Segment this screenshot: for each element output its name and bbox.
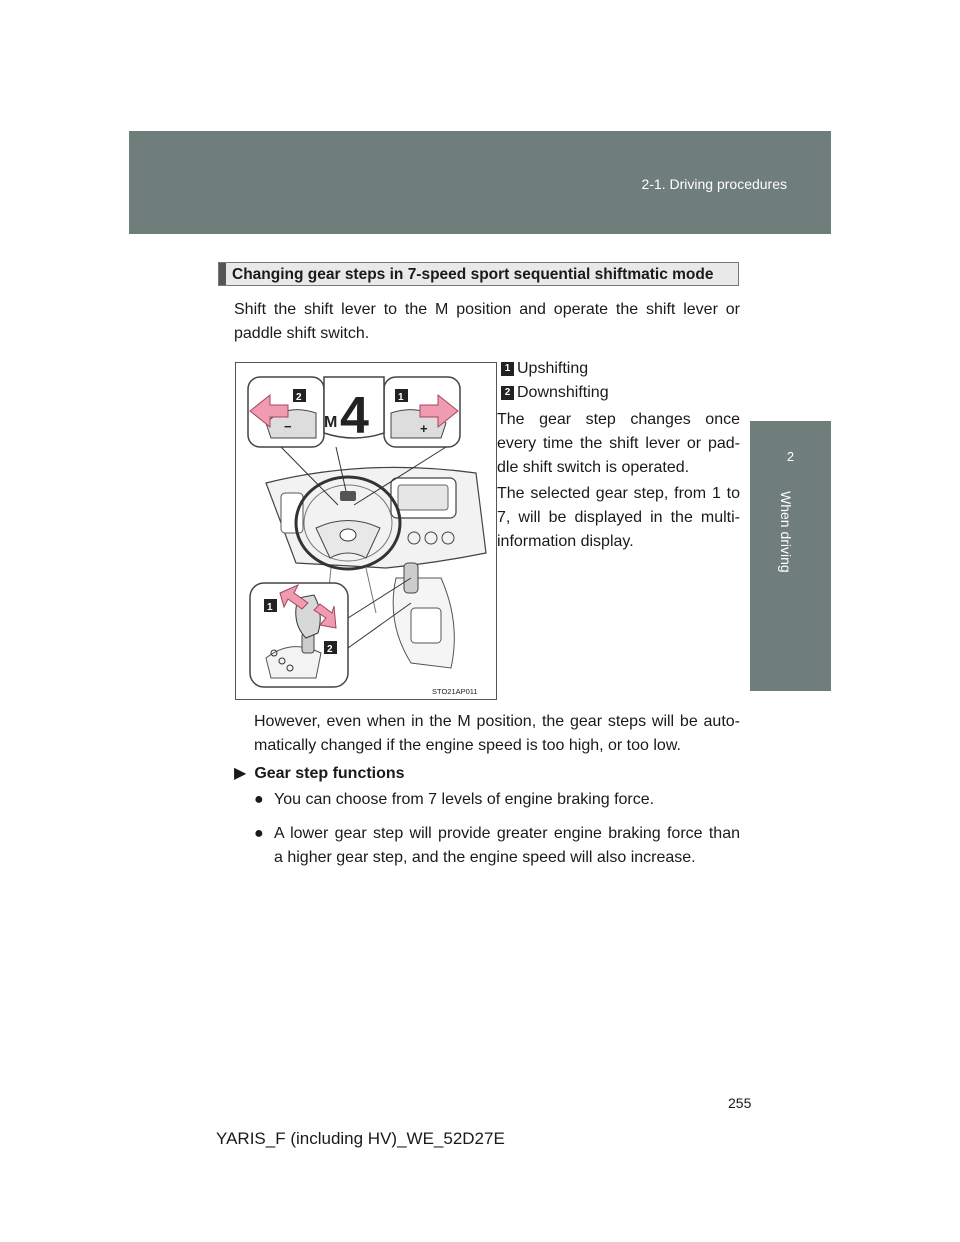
gear-mode-letter: M — [324, 414, 338, 431]
intro-line-2: paddle shift switch. — [234, 325, 370, 342]
gear-functions-title: Gear step functions — [254, 765, 405, 782]
right-p1-l2: every time the shift lever or pad- — [497, 435, 740, 452]
legend-num-2: 2 — [501, 386, 514, 400]
section-title: Changing gear steps in 7-speed sport sequential shiftmatic mode — [232, 266, 714, 283]
triangle-icon: ▶ — [234, 765, 247, 782]
section-title-box — [218, 262, 739, 286]
chapter-number: 2 — [786, 449, 795, 464]
legend-label-1: Upshifting — [517, 360, 589, 377]
display-paragraph — [497, 482, 740, 554]
plus-mark: + — [420, 421, 428, 436]
section-title-bar — [219, 263, 226, 285]
shift-illustration — [236, 363, 496, 699]
right-p1-l1: The gear step changes once — [497, 411, 740, 428]
callout-2-top: 2 — [296, 392, 302, 403]
intro-line-1: Shift the shift lever to the M position and operate the shift lever or — [234, 301, 740, 318]
right-p2-l2: 7, will be displayed in the multi- — [497, 509, 740, 526]
legend-upshifting — [501, 360, 588, 378]
header-band — [129, 131, 831, 234]
footer-code: YARIS_F (including HV)_WE_52D27E — [216, 1129, 505, 1148]
figure-code: STO21AP011 — [432, 687, 478, 696]
callout-2-lower: 2 — [327, 644, 333, 655]
note-line-1: However, even when in the M position, the gear steps will be auto- — [254, 713, 740, 730]
section-header: 2-1. Driving procedures — [641, 176, 787, 192]
list-item-text — [274, 822, 740, 870]
right-p1-l3: dle shift switch is operated. — [497, 459, 690, 476]
gear-change-paragraph — [497, 408, 740, 480]
item2-line-1: A lower gear step will provide greater engine braking force than — [274, 825, 740, 842]
intro-paragraph — [234, 298, 740, 346]
legend-num-1: 1 — [501, 362, 514, 376]
list-item-text: You can choose from 7 levels of engine braking force. — [274, 791, 655, 808]
gear-number: 4 — [340, 387, 369, 445]
shift-diagram — [235, 362, 497, 700]
bullet-icon: ● — [254, 825, 264, 842]
callout-1-lower: 1 — [267, 602, 273, 613]
page-number: 255 — [728, 1095, 752, 1111]
chapter-label: When driving — [778, 491, 794, 573]
note-line-2: matically changed if the engine speed is too high, or too low. — [254, 737, 681, 754]
right-p2-l1: The selected gear step, from 1 to — [497, 485, 740, 502]
item2-line-2: a higher gear step, and the engine speed will also increase. — [274, 849, 696, 866]
legend-label-2: Downshifting — [517, 384, 609, 401]
chapter-tab — [750, 421, 831, 488]
right-p2-l3: information display. — [497, 533, 634, 550]
callout-1-top: 1 — [398, 392, 404, 403]
note-paragraph — [254, 710, 740, 758]
gear-functions-heading — [234, 763, 405, 783]
bullet-icon: ● — [254, 791, 264, 808]
minus-mark: − — [284, 419, 292, 434]
legend-downshifting — [501, 384, 609, 402]
